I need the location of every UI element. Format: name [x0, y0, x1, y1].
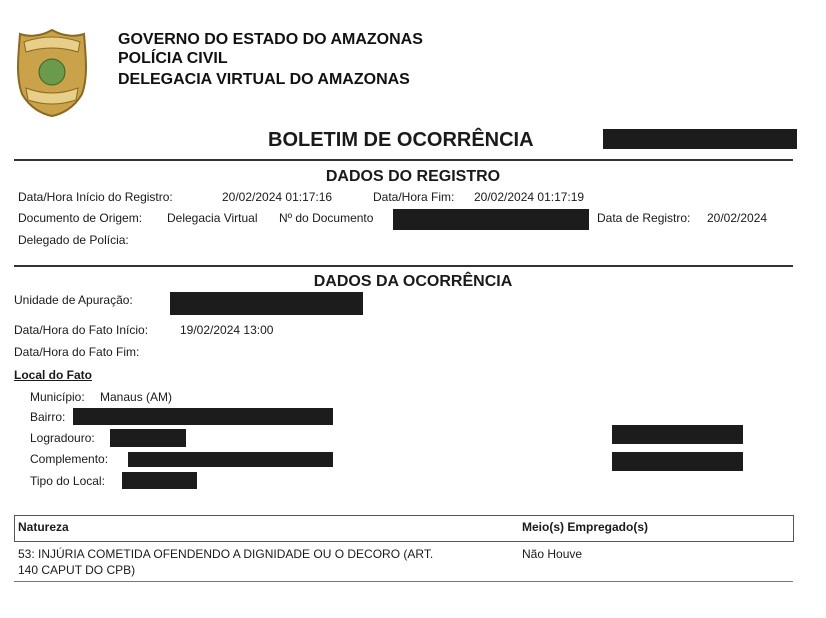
label: Data de Registro:	[597, 211, 691, 225]
label: Tipo do Local:	[30, 474, 105, 488]
label: Bairro:	[30, 410, 66, 424]
redaction	[73, 408, 333, 425]
cell-meio: Não Houve	[522, 547, 583, 561]
value: 20/02/2024	[707, 211, 768, 225]
column-header-meio: Meio(s) Empregado(s)	[522, 520, 649, 534]
redaction	[612, 452, 743, 471]
redaction	[128, 452, 333, 467]
redaction	[393, 209, 589, 230]
divider	[14, 265, 793, 267]
label: Data/Hora do Fato Início:	[14, 323, 149, 337]
divider	[14, 159, 793, 161]
cell-natureza: 140 CAPUT DO CPB)	[18, 563, 136, 577]
value: Delegacia Virtual	[167, 211, 258, 225]
value: 20/02/2024 01:17:16	[222, 190, 333, 204]
redaction	[612, 425, 743, 444]
header-line-delegacia: DELEGACIA VIRTUAL DO AMAZONAS	[118, 71, 410, 88]
cell-natureza: 53: INJÚRIA COMETIDA OFENDENDO A DIGNIDADE OU O DECORO (ART.	[18, 547, 434, 561]
table-header	[14, 515, 794, 542]
redaction	[110, 429, 186, 447]
local-title: Local do Fato	[14, 368, 92, 382]
label: Data/Hora do Fato Fim:	[14, 345, 140, 359]
value: 19/02/2024 13:00	[180, 323, 274, 337]
value: 20/02/2024 01:17:19	[474, 190, 585, 204]
value: Manaus (AM)	[100, 390, 173, 404]
label: Data/Hora Início do Registro:	[18, 190, 173, 204]
header-line-policia: POLÍCIA CIVIL	[118, 50, 228, 67]
header-line-government: GOVERNO DO ESTADO DO AMAZONAS	[118, 31, 423, 48]
police-badge-logo	[16, 28, 88, 118]
redaction	[170, 292, 363, 315]
label: Logradouro:	[30, 431, 95, 445]
label: Município:	[30, 390, 85, 404]
label: Complemento:	[30, 452, 109, 466]
redaction	[122, 472, 197, 489]
section-title-ocorrencia: DADOS DA OCORRÊNCIA	[313, 273, 513, 290]
divider	[14, 581, 793, 582]
label: Documento de Origem:	[18, 211, 143, 225]
label: Nº do Documento	[279, 211, 374, 225]
label: Delegado de Polícia:	[18, 233, 129, 247]
document-title: BOLETIM DE OCORRÊNCIA	[268, 129, 534, 151]
label: Unidade de Apuração:	[14, 293, 133, 307]
section-title-registro: DADOS DO REGISTRO	[325, 168, 501, 185]
redaction	[603, 129, 797, 149]
column-header-natureza: Natureza	[18, 520, 69, 534]
label: Data/Hora Fim:	[373, 190, 455, 204]
